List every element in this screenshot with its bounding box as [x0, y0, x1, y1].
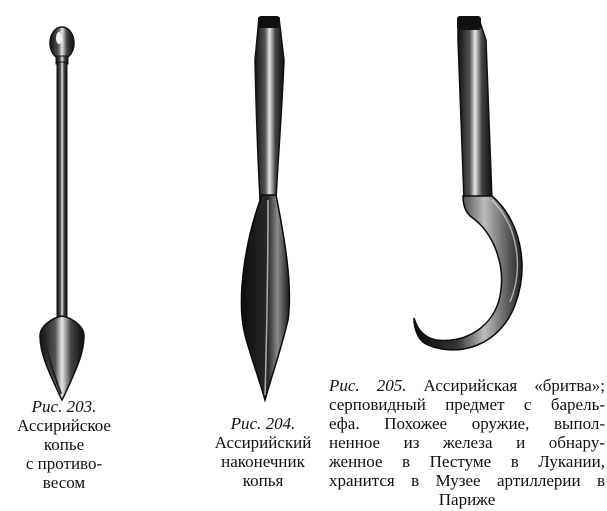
figure-204-caption-line: копья	[242, 471, 284, 490]
figure-205-caption-line: ненное из железа и обнару-	[329, 433, 605, 452]
figure-205-caption-line: Париже	[438, 490, 496, 509]
figure-204-caption-line: наконечник	[221, 452, 305, 471]
figure-205-caption-line: ефа. Похожее оружие, выпол-	[329, 414, 605, 433]
figure-204-caption-line: Ассирийский	[214, 433, 312, 452]
spearhead-drawing	[241, 16, 289, 400]
figure-205-number: Рис. 205.	[329, 376, 407, 395]
figure-205-caption-line: женное в Пестуме в Лукании,	[329, 452, 605, 471]
figure-205-caption-line: серповидный предмет с барель-	[329, 395, 605, 414]
figure-205-caption	[329, 376, 605, 509]
figure-203-caption-line: весом	[42, 473, 86, 492]
figure-203-caption-line: с противо-	[25, 454, 103, 473]
spear-with-counterweight-drawing	[40, 27, 84, 400]
figure-204-number: Рис. 204.	[230, 414, 296, 433]
figure-203-number: Рис. 203.	[31, 397, 97, 416]
figure-204-caption	[205, 414, 321, 490]
figure-203-caption-line: копье	[43, 435, 85, 454]
figure-203-caption	[6, 397, 122, 492]
figure-205-caption-first: Ассирийская «бритва»;	[406, 376, 605, 395]
figure-205-caption-line: хранится в Музее артиллерии в	[329, 471, 605, 490]
assyrian-razor-drawing	[414, 16, 522, 350]
figure-203-caption-line: Ассирийское	[17, 416, 111, 435]
